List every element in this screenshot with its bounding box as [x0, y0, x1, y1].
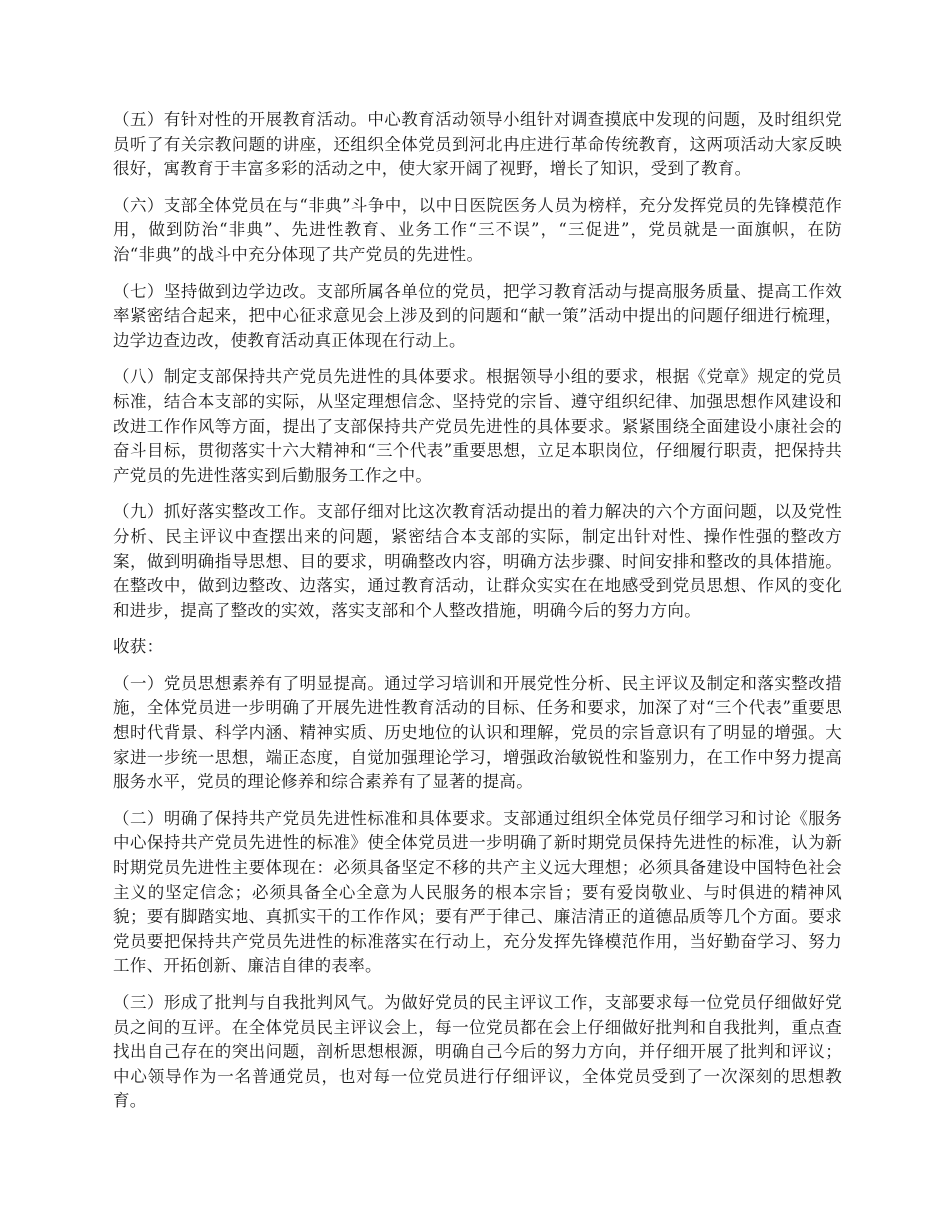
harvest-paragraph-1: （一）党员思想素养有了明显提高。通过学习培训和开展党性分析、民主评议及制定和落实整改措施，全体党员进一步明确了开展先进性教育活动的目标、任务和要求，加深了对“三个代表”重要思想时代背景、科学内涵、精神实质、历史地位的认识和理解，党员的宗旨意识有了明显的增强。大家进一步统一思想，端正态度，自觉加强理论学习，增强政治敏锐性和鉴别力，在工作中努力提高服务水平，党员的理论修养和综合素养有了显著的提高。	[113, 673, 842, 792]
paragraph-9: （九）抓好落实整改工作。支部仔细对比这次教育活动提出的着力解决的六个方面问题，以及党性分析、民主评议中查摆出来的问题，紧密结合本支部的实际，制定出针对性、操作性强的整改方案，做到明确指导思想、目的要求，明确整改内容，明确方法步骤、时间安排和整改的具体措施。在整改中，做到边整改、边落实，通过教育活动，让群众实实在在地感受到党员思想、作风的变化和进步，提高了整改的实效，落实支部和个人整改措施，明确今后的努力方向。	[113, 502, 842, 620]
section-heading-harvest: 收获：	[113, 637, 164, 657]
harvest-paragraph-2: （二）明确了保持共产党员先进性标准和具体要求。支部通过组织全体党员仔细学习和讨论《服务中心保持共产党员先进性的标准》使全体党员进一步明确了新时期党员保持先进性的标准，认为新时期党员先进性主要体现在：必须具备坚定不移的共产主义远大理想；必须具备建设中国特色社会主义的坚定信念；必须具备全心全意为人民服务的根本宗旨；要有爱岗敬业、与时俱进的精神风貌；要有脚踏实地、真抓实干的工作作风；要有严于律己、廉洁清正的道德品质等几个方面。要求党员要把保持共产党员先进性的标准落实在行动上，充分发挥先锋模范作用，当好勤奋学习、努力工作、开拓创新、廉洁自律的表率。	[113, 808, 842, 976]
paragraph-8: （八）制定支部保持共产党员先进性的具体要求。根据领导小组的要求，根据《党章》规定的党员标准，结合本支部的实际，从坚定理想信念、坚持党的宗旨、遵守组织纪律、加强思想作风建设和改进工作作风等方面，提出了支部保持共产党员先进性的具体要求。紧紧围绕全面建设小康社会的奋斗目标，贯彻落实十六大精神和“三个代表”重要思想，立足本职岗位，仔细履行职责，把保持共产党员的先进性落实到后勤服务工作之中。	[113, 367, 842, 485]
paragraph-7: （七）坚持做到边学边改。支部所属各单位的党员，把学习教育活动与提高服务质量、提高工作效率紧密结合起来，把中心征求意见会上涉及到的问题和“献一策”活动中提出的问题仔细进行梳理，边学边查边改，使教育活动真正体现在行动上。	[113, 281, 842, 350]
paragraph-5: （五）有针对性的开展教育活动。中心教育活动领导小组针对调查摸底中发现的问题，及时组织党员听了有关宗教问题的讲座，还组织全体党员到河北冉庄进行革命传统教育，这两项活动大家反映很好，寓教育于丰富多彩的活动之中，使大家开阔了视野，增长了知识，受到了教育。	[113, 110, 842, 179]
harvest-paragraph-3: （三）形成了批判与自我批判风气。为做好党员的民主评议工作，支部要求每一位党员仔细做好党员之间的互评。在全体党员民主评议会上，每一位党员都在会上仔细做好批判和自我批判，重点查找出自己存在的突出问题，剖析思想根源，明确自己今后的努力方向，并仔细开展了批判和评议；中心领导作为一名普通党员，也对每一位党员进行仔细评议，全体党员受到了一次深刻的思想教育。	[113, 993, 842, 1111]
paragraph-6: （六）支部全体党员在与“非典”斗争中，以中日医院医务人员为榜样，充分发挥党员的先锋模范作用，做到防治“非典”、先进性教育、业务工作“三不误”，“三促进”，党员就是一面旗帜，在防治“非典”的战斗中充分体现了共产党员的先进性。	[113, 195, 842, 264]
document-body	[113, 108, 842, 1126]
